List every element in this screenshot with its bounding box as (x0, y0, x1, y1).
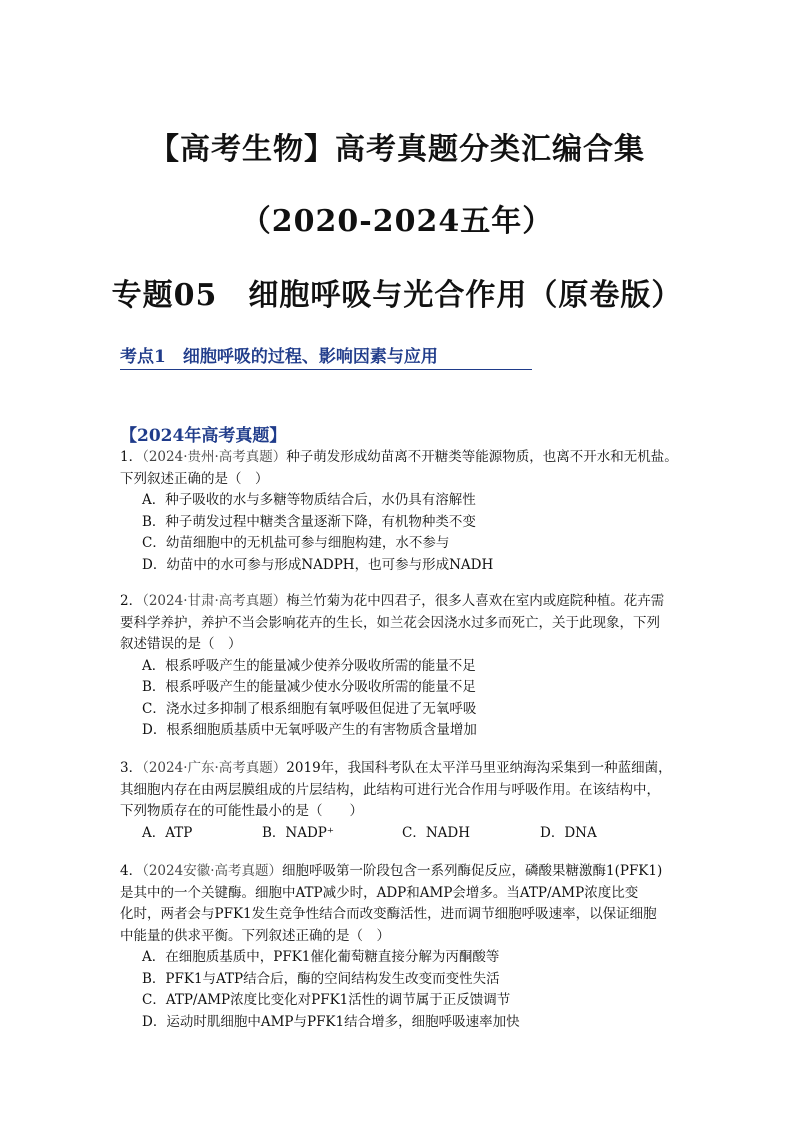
option-d: D．运动时肌细胞中AMP与PFK1结合增多，细胞呼吸速率加快 (142, 1013, 520, 1030)
options-row (120, 823, 680, 845)
question-source: （2024·甘肃·高考真题） (142, 593, 287, 609)
option-d: D．DNA (540, 824, 597, 841)
option-c: C．幼苗细胞中的无机盐可参与细胞构建，水不参与 (142, 535, 450, 551)
option-b: B．NADP⁺ (262, 824, 335, 841)
option-d: D．根系细胞质基质中无氧呼吸产生的有害物质含量增加 (142, 722, 477, 738)
question-number: 2． (120, 593, 143, 609)
option-a: A．种子吸收的水与多糖等物质结合后，水仍具有溶解性 (142, 492, 476, 508)
doc-year-range: （2020-2024五年） (240, 204, 554, 239)
question-2 (120, 591, 680, 742)
question-stem-line: 中能量的供求平衡。下列叙述正确的是（ ） (120, 927, 390, 944)
option-b: B．PFK1与ATP结合后，酶的空间结构发生改变而变性失活 (142, 970, 500, 987)
option-c: C．ATP/AMP浓度比变化对PFK1活性的调节属于正反馈调节 (142, 992, 511, 1008)
question-stem-line: 化时，两者会与PFK1发生竞争性结合而改变酶活性，进而调节细胞呼吸速率，以保证细胞 (120, 906, 657, 922)
question-source: （2024·广东·高考真题） (142, 760, 287, 776)
question-number: 3． (120, 760, 143, 776)
option-b: B．根系呼吸产生的能量减少使水分吸收所需的能量不足 (142, 679, 476, 695)
option-d: D．幼苗中的水可参与形成NADPH，也可参与形成NADH (142, 556, 494, 573)
question-text: 种子萌发形成幼苗离不开糖类等能源物质，也离不开水和无机盐。 (286, 449, 678, 465)
question-source: （2024·贵州·高考真题） (142, 449, 287, 465)
question-stem (120, 861, 680, 883)
kaodian-heading: 考点1 细胞呼吸的过程、影响因素与应用 (120, 342, 532, 370)
question-stem-line: 叙述错误的是（ ） (120, 636, 242, 652)
doc-topic: 专题05 细胞呼吸与光合作用（原卷版） (111, 278, 683, 313)
section-heading: 【2024年高考真题】 (120, 426, 287, 446)
option-a: A．在细胞质基质中，PFK1催化葡萄糖直接分解为丙酮酸等 (142, 949, 500, 965)
option-a: A．ATP (142, 824, 193, 841)
option-a: A．根系呼吸产生的能量减少使养分吸收所需的能量不足 (142, 657, 476, 674)
question-number: 4． (120, 863, 143, 879)
question-number: 1． (120, 449, 143, 465)
question-stem-line: 是其中的一个关键酶。细胞中ATP减少时，ADP和AMP会增多。当ATP/AMP浓度比变 (120, 884, 639, 901)
doc-title: 【高考生物】高考真题分类汇编合集 (149, 132, 645, 167)
option-c: C．NADH (402, 824, 470, 841)
question-text: 2019年，我国科考队在太平洋马里亚纳海沟采集到一种蓝细菌， (286, 760, 672, 776)
question-stem-line: 其细胞内存在由两层膜组成的片层结构，此结构可进行光合作用与呼吸作用。在该结构中， (120, 781, 660, 798)
question-1 (120, 447, 680, 576)
question-source: （2024安徽·高考真题） (142, 863, 282, 879)
question-stem-line: 下列叙述正确的是（ ） (120, 470, 269, 487)
question-stem-line: 要科学养护，养护不当会影响花卉的生长，如兰花会因浇水过多而死亡，关于此现象，下列 (120, 614, 660, 631)
question-stem (120, 758, 680, 780)
question-text: 细胞呼吸第一阶段包含一系列酶促反应，磷酸果糖激酶1(PFK1) (282, 863, 663, 879)
question-text: 梅兰竹菊为花中四君子，很多人喜欢在室内或庭院种植。花卉需 (286, 593, 665, 609)
question-stem (120, 447, 680, 469)
question-4 (120, 861, 680, 1033)
question-3 (120, 758, 680, 844)
option-b: B．种子萌发过程中糖类含量逐渐下降，有机物种类不变 (142, 513, 476, 530)
option-c: C．浇水过多抑制了根系细胞有氧呼吸但促进了无氧呼吸 (142, 700, 477, 717)
question-stem-line: 下列物质存在的可能性最小的是（ ） (120, 803, 363, 819)
question-stem (120, 591, 680, 613)
